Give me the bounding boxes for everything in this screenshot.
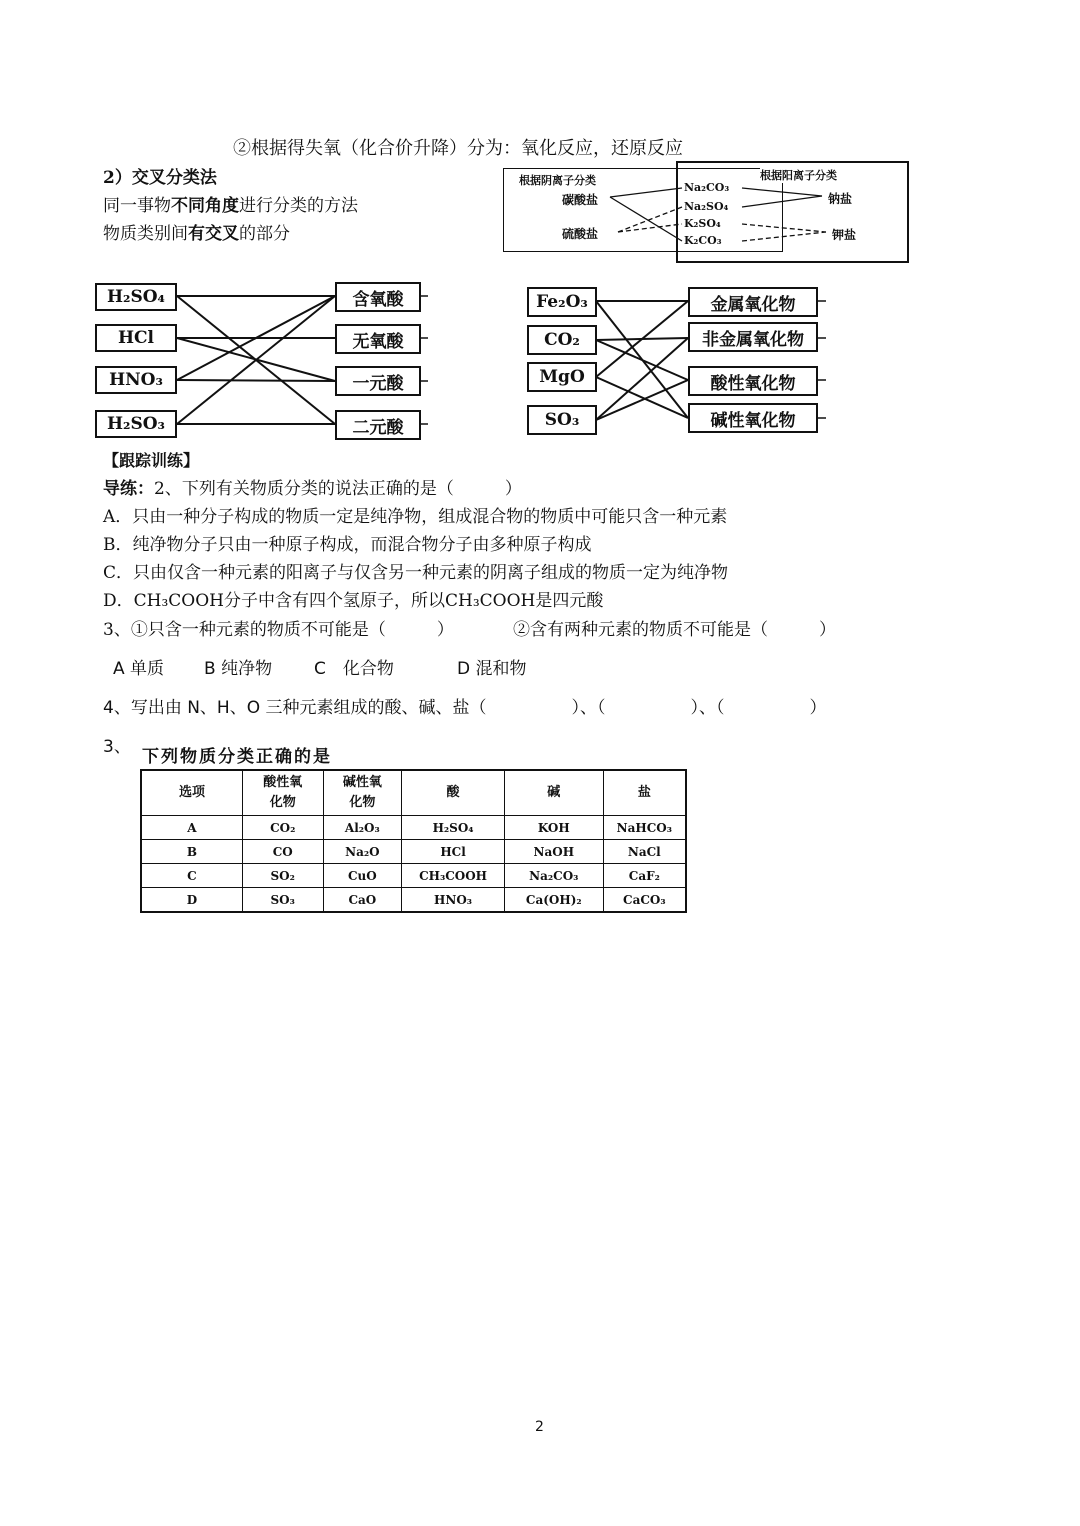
- table-header: [141, 770, 242, 816]
- question-3-option: B 纯净物: [204, 659, 273, 679]
- oxide-right-box: 金属氧化物: [688, 287, 818, 317]
- table-cell: H₂SO₄: [402, 816, 505, 840]
- table-cell: CuO: [323, 864, 402, 888]
- oxide-right-box: 酸性氧化物: [688, 366, 818, 396]
- table-row: [141, 888, 686, 913]
- salt-middle-item: K₂SO₄: [684, 217, 721, 230]
- table-cell: CaO: [323, 888, 402, 913]
- table-cell: KOH: [504, 816, 603, 840]
- oxide-left-box: Fe₂O₃: [527, 287, 597, 317]
- table-cell: Ca(OH)₂: [504, 888, 603, 913]
- table-header-text: 化物: [269, 795, 296, 810]
- table-cell: Na₂CO₃: [504, 864, 603, 888]
- oxide-right-box: 碱性氧化物: [688, 403, 818, 433]
- salt-right-item: 钠盐: [828, 192, 853, 206]
- table-cell: CH₃COOH: [402, 864, 505, 888]
- acid-left-box: HNO₃: [95, 366, 177, 394]
- question-5-title: 下列物质分类正确的是: [142, 747, 332, 767]
- oxide-right-box: 非金属氧化物: [688, 322, 818, 352]
- table-cell: NaCl: [603, 840, 686, 864]
- table-cell: Na₂O: [323, 840, 402, 864]
- question-2: [103, 474, 522, 499]
- question-2-option: A．只由一种分子构成的物质一定是纯净物，组成混合物的物质中可能只含一种元素: [103, 507, 728, 527]
- page-number: 2: [535, 1419, 544, 1435]
- section-line-1-pre: 同一事物: [103, 196, 171, 216]
- table-cell: SO₂: [242, 864, 323, 888]
- question-3-option: D 混和物: [457, 659, 527, 679]
- table-cell: CaCO₃: [603, 888, 686, 913]
- table-header-text: 化物: [349, 795, 376, 810]
- section-title: 2）交叉分类法: [103, 168, 217, 188]
- oxide-left-box: CO₂: [527, 325, 597, 355]
- question-4: 4、写出由 N、H、O 三种元素组成的酸、碱、盐（ ）、（ ）、（ ）: [103, 698, 827, 718]
- table-cell: CO: [242, 840, 323, 864]
- question-2-option: C．只由仅含一种元素的阳离子与仅含另一种元素的阴离子组成的物质一定为纯净物: [103, 563, 729, 583]
- acid-right-box: 无氧酸: [335, 324, 421, 354]
- question-3-option: A 单质: [113, 659, 165, 679]
- salt-right-title: 根据阳离子分类: [760, 169, 837, 182]
- table-cell: NaOH: [504, 840, 603, 864]
- table-header: [323, 770, 402, 816]
- question-2-text: 2、下列有关物质分类的说法正确的是（ ）: [154, 479, 522, 499]
- section-line-2-post: 的部分: [239, 224, 290, 244]
- question-2-option: B．纯净物分子只由一种原子构成，而混合物分子由多种原子构成: [103, 535, 592, 555]
- table-header: [242, 770, 323, 816]
- table-header-text: 碱: [547, 785, 561, 800]
- salt-middle-item: K₂CO₃: [684, 234, 722, 247]
- classification-table: [140, 769, 687, 913]
- salt-left-title: 根据阴离子分类: [519, 174, 596, 187]
- table-cell: CO₂: [242, 816, 323, 840]
- table-header-text: 选项: [178, 785, 205, 800]
- salt-middle-item: Na₂CO₃: [684, 181, 730, 194]
- section-line-2-bold: 有交叉: [188, 224, 239, 244]
- salt-left-item: 碳酸盐: [562, 193, 599, 207]
- acid-left-box: H₂SO₄: [95, 283, 177, 311]
- table-row: [141, 840, 686, 864]
- oxide-left-box: MgO: [527, 362, 597, 392]
- acid-right-box: 含氧酸: [335, 282, 421, 312]
- section-line-2-pre: 物质类别间: [103, 224, 188, 244]
- salt-right-item: 钾盐: [832, 228, 857, 242]
- table-cell: D: [141, 888, 242, 913]
- salt-left-item: 硫酸盐: [562, 227, 599, 241]
- table-header: [603, 770, 686, 816]
- oxide-left-box: SO₃: [527, 405, 597, 435]
- acid-right-box: 一元酸: [335, 366, 421, 396]
- question-5-number: 3、: [103, 737, 131, 757]
- table-header-text: 酸性氧: [263, 775, 303, 790]
- section-line-1-post: 进行分类的方法: [239, 196, 358, 216]
- table-cell: CaF₂: [603, 864, 686, 888]
- section-line-1-bold: 不同角度: [171, 196, 239, 216]
- table-cell: B: [141, 840, 242, 864]
- table-cell: A: [141, 816, 242, 840]
- header-line: ②根据得失氧（化合价升降）分为：氧化反应，还原反应: [233, 138, 683, 159]
- table-header-text: 碱性氧: [342, 775, 382, 790]
- table-cell: NaHCO₃: [603, 816, 686, 840]
- question-3-option: C 化合物: [314, 659, 394, 679]
- table-cell: SO₃: [242, 888, 323, 913]
- table-header: [402, 770, 505, 816]
- table-header-text: 酸: [446, 785, 460, 800]
- question-2-label: 导练：: [103, 479, 154, 499]
- table-cell: HNO₃: [402, 888, 505, 913]
- acid-left-box: H₂SO₃: [95, 410, 177, 438]
- table-row: [141, 864, 686, 888]
- question-3-part-1: 3、①只含一种元素的物质不可能是（ ）: [103, 620, 454, 640]
- table-header-text: 盐: [637, 785, 651, 800]
- acid-right-box: 二元酸: [335, 410, 421, 440]
- table-header-row: [141, 770, 686, 816]
- table-row: [141, 816, 686, 840]
- question-3-part-2: ②含有两种元素的物质不可能是（ ）: [513, 620, 836, 640]
- table-cell: HCl: [402, 840, 505, 864]
- question-2-option: D．CH₃COOH分子中含有四个氢原子，所以CH₃COOH是四元酸: [103, 591, 604, 611]
- table-header: [504, 770, 603, 816]
- table-cell: Al₂O₃: [323, 816, 402, 840]
- practice-heading: 【跟踪训练】: [103, 451, 200, 470]
- acid-left-box: HCl: [95, 324, 177, 352]
- table-cell: C: [141, 864, 242, 888]
- salt-middle-item: Na₂SO₄: [684, 200, 729, 213]
